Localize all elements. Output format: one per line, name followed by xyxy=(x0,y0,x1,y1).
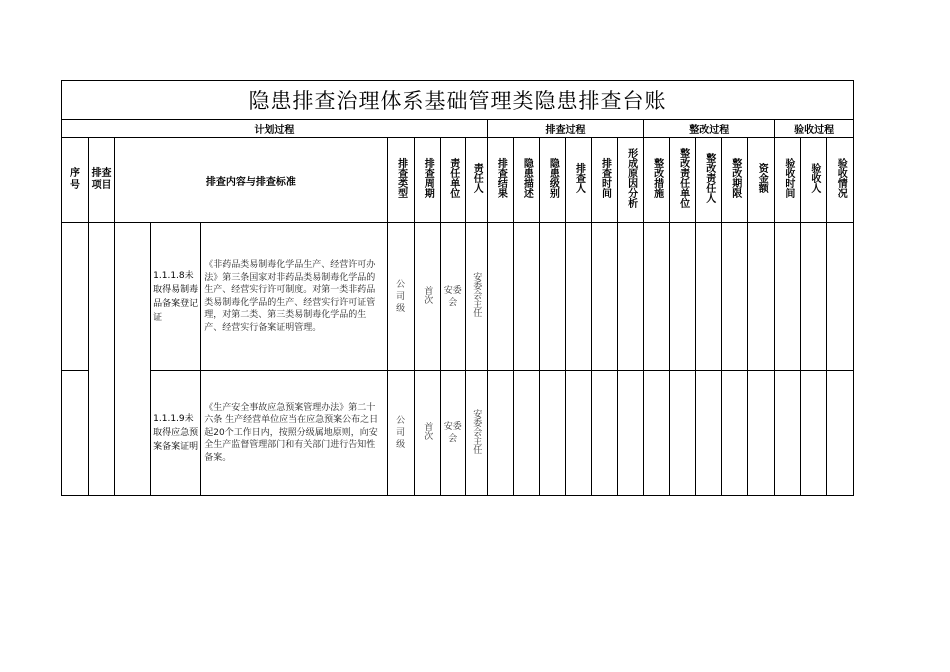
header-accept-time: 验收时间 xyxy=(775,138,801,223)
header-unit: 责任单位 xyxy=(440,138,465,223)
header-cycle: 排查周期 xyxy=(414,138,440,223)
header-result: 排查结果 xyxy=(487,138,513,223)
cell-sub xyxy=(115,223,151,496)
header-seq: 序号 xyxy=(62,138,89,223)
cell-person: 安委会主任 xyxy=(465,223,487,371)
header-level: 隐患级别 xyxy=(539,138,565,223)
item-standard: 《生产安全事故应急预案管理办法》第二十六条 生产经营单位应当在应急预案公布之日起20个工作日内，按照分级属地原则，向安全生产监督管理部门和有关部门进行告知性备案。 xyxy=(201,371,387,496)
cell-seq xyxy=(62,371,89,496)
group-rectify: 整改过程 xyxy=(644,120,775,138)
item-standard: 《非药品类易制毒化学品生产、经营许可办法》第三条国家对非药品类易制毒化学品的生产、经营实行许可制度。对第一类非药品类易制毒化学品的生产、经营实行许可证管理，对第二类、第三类易制毒化学品的生产、经营实行备案证明管理。 xyxy=(201,223,387,371)
header-accept-person: 验收人 xyxy=(801,138,827,223)
item-number: 1.1.1.8未取得易制毒品备案登记证 xyxy=(151,223,201,371)
cell-person: 安委会主任 xyxy=(465,371,487,496)
header-item: 排查项目 xyxy=(89,138,115,223)
header-measure: 整改措施 xyxy=(644,138,670,223)
group-plan: 计划过程 xyxy=(62,120,488,138)
header-rectify-person: 整改责任人 xyxy=(696,138,722,223)
group-check: 排查过程 xyxy=(487,120,643,138)
cell-type: 公司级 xyxy=(387,223,414,371)
header-desc: 隐患描述 xyxy=(513,138,539,223)
header-time: 排查时间 xyxy=(592,138,618,223)
header-type: 排查类型 xyxy=(387,138,414,223)
header-person: 责任人 xyxy=(465,138,487,223)
cell-seq xyxy=(62,223,89,371)
item-number: 1.1.1.9未取得应急预案备案证明 xyxy=(151,371,201,496)
header-rectify-unit: 整改责任单位 xyxy=(670,138,696,223)
cell-type: 公司级 xyxy=(387,371,414,496)
header-accept-status: 验收情况 xyxy=(827,138,854,223)
cell-unit: 安委会 xyxy=(440,223,465,371)
ledger-table xyxy=(61,80,854,496)
header-checker: 排查人 xyxy=(565,138,591,223)
table-row xyxy=(62,223,854,371)
cell-cycle: 首次 xyxy=(414,371,440,496)
header-content: 排查内容与排查标准 xyxy=(115,138,388,223)
header-fund: 资金额 xyxy=(748,138,775,223)
group-accept: 验收过程 xyxy=(775,120,854,138)
cell-cycle: 首次 xyxy=(414,223,440,371)
table-row xyxy=(62,371,854,496)
header-cause: 形成原因分析 xyxy=(618,138,644,223)
cell-item xyxy=(89,223,115,496)
cell-unit: 安委会 xyxy=(440,371,465,496)
header-deadline: 整改期限 xyxy=(722,138,748,223)
page-title: 隐患排查治理体系基础管理类隐患排查台账 xyxy=(62,81,854,120)
